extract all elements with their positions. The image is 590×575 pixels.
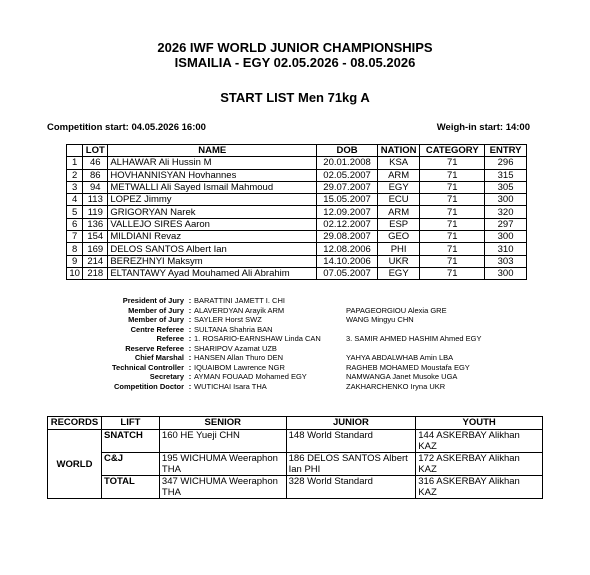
official-person: SAYLER Horst SWZ <box>194 315 262 324</box>
row-nation: ARM <box>377 206 420 218</box>
table-row <box>67 157 527 169</box>
row-name: ALHAWAR Ali Hussin M <box>108 157 317 169</box>
official-row-centre-referee <box>52 325 546 335</box>
official-separator: : <box>188 353 192 362</box>
table-row <box>48 430 543 453</box>
official-person-2: 3. SAMIR AHMED HASHIM Ahmed EGY <box>346 334 482 343</box>
record-junior: 328 World Standard <box>286 476 416 499</box>
header-category: CATEGORY <box>420 145 485 157</box>
row-nation: UKR <box>377 255 420 267</box>
row-number: 8 <box>67 243 83 255</box>
row-dob: 12.09.2007 <box>317 206 378 218</box>
official-row-reserve-referee <box>52 344 546 354</box>
row-name: HOVHANNISYAN Hovhannes <box>108 169 317 181</box>
row-dob: 02.05.2007 <box>317 169 378 181</box>
header-number <box>67 145 83 157</box>
table-row <box>67 169 527 181</box>
row-entry: 296 <box>485 157 527 169</box>
row-entry: 310 <box>485 243 527 255</box>
official-person-2: RAGHEB MOHAMED Moustafa EGY <box>346 362 470 372</box>
row-number: 10 <box>67 267 83 279</box>
official-person-2 <box>346 344 546 354</box>
row-dob: 07.05.2007 <box>317 267 378 279</box>
header-senior: SENIOR <box>159 417 286 430</box>
start-list-title: START LIST Men 71kg A <box>220 90 370 105</box>
official-person: BARATTINI JAMETT I. CHI <box>194 296 285 305</box>
record-group-world: WORLD <box>48 430 102 499</box>
row-lot: 119 <box>83 206 108 218</box>
official-person: HANSEN Allan Thuro DEN <box>194 353 284 362</box>
officials-list <box>52 296 546 391</box>
row-name: METWALLI Ali Sayed Ismail Mahmoud <box>108 181 317 193</box>
header-youth: YOUTH <box>416 417 543 430</box>
row-dob: 29.08.2007 <box>317 231 378 243</box>
table-row <box>67 206 527 218</box>
official-separator: : <box>188 362 192 372</box>
record-lift: TOTAL <box>101 476 159 499</box>
venue-dates: ISMAILIA - EGY 02.05.2026 - 08.05.2026 <box>174 55 416 70</box>
row-number: 1 <box>67 157 83 169</box>
table-row <box>67 194 527 206</box>
official-person-2: NAMWANGA Janet Musoke UGA <box>346 372 458 381</box>
row-dob: 02.12.2007 <box>317 218 378 230</box>
record-senior: 347 WICHUMA Weeraphon THA <box>159 476 286 499</box>
row-lot: 94 <box>83 181 108 193</box>
official-person-2 <box>346 296 546 306</box>
official-person-2 <box>346 325 546 335</box>
row-lot: 218 <box>83 267 108 279</box>
row-name: GRIGORYAN Narek <box>108 206 317 218</box>
row-name: DELOS SANTOS Albert Ian <box>108 243 317 255</box>
row-dob: 14.10.2006 <box>317 255 378 267</box>
official-person-2: PAPAGEORGIOU Alexia GRE <box>346 305 447 315</box>
row-name: VALLEJO SIRES Aaron <box>108 218 317 230</box>
row-lot: 46 <box>83 157 108 169</box>
official-role: Referee <box>156 334 184 343</box>
official-role: Member of Jury <box>128 305 184 315</box>
row-entry: 305 <box>485 181 527 193</box>
row-nation: KSA <box>377 157 420 169</box>
row-name: MILDIANI Revaz <box>108 231 317 243</box>
official-row-referee <box>52 334 546 344</box>
start-list-table <box>66 144 527 280</box>
record-youth: 316 ASKERBAY Alikhan KAZ <box>416 476 543 499</box>
header-name: NAME <box>108 145 317 157</box>
official-role: Centre Referee <box>130 324 184 334</box>
row-number: 7 <box>67 231 83 243</box>
official-person-2: YAHYA ABDALWHAB Amin LBA <box>346 353 454 362</box>
row-category: 71 <box>420 157 485 169</box>
row-name: LOPEZ Jimmy <box>108 194 317 206</box>
official-person: WUTICHAI Isara THA <box>194 381 267 391</box>
table-row <box>67 218 527 230</box>
record-junior: 186 DELOS SANTOS Albert Ian PHI <box>286 453 416 476</box>
row-number: 3 <box>67 181 83 193</box>
official-role: Competition Doctor <box>114 381 184 391</box>
header-nation: NATION <box>377 145 420 157</box>
header-entry: ENTRY <box>485 145 527 157</box>
record-junior: 148 World Standard <box>286 430 416 453</box>
table-row <box>67 231 527 243</box>
header-dob: DOB <box>317 145 378 157</box>
row-entry: 300 <box>485 231 527 243</box>
official-separator: : <box>188 343 192 353</box>
row-category: 71 <box>420 206 485 218</box>
row-category: 71 <box>420 243 485 255</box>
record-senior: 160 HE Yueji CHN <box>159 430 286 453</box>
row-category: 71 <box>420 181 485 193</box>
row-category: 71 <box>420 231 485 243</box>
official-separator: : <box>188 381 192 391</box>
official-person: 1. ROSARIO-EARNSHAW Linda CAN <box>194 334 321 343</box>
row-nation: GEO <box>377 231 420 243</box>
row-dob: 15.05.2007 <box>317 194 378 206</box>
official-role: Reserve Referee <box>125 343 184 353</box>
official-role: Technical Controller <box>112 362 184 372</box>
official-person: ALAVERDYAN Arayik ARM <box>194 305 285 315</box>
official-row-secretary <box>52 372 546 382</box>
header-lift: LIFT <box>101 417 159 430</box>
table-row <box>67 243 527 255</box>
official-person: SHARIPOV Azamat UZB <box>194 343 277 353</box>
records-header-row <box>48 417 543 430</box>
official-separator: : <box>188 305 192 315</box>
row-name: BEREZHNYI Maksym <box>108 255 317 267</box>
row-entry: 315 <box>485 169 527 181</box>
row-nation: PHI <box>377 243 420 255</box>
row-nation: ESP <box>377 218 420 230</box>
table-row <box>67 267 527 279</box>
row-category: 71 <box>420 267 485 279</box>
official-row-president-of-jury <box>52 296 546 306</box>
row-number: 4 <box>67 194 83 206</box>
championship-title: 2026 IWF WORLD JUNIOR CHAMPIONSHIPS <box>157 40 433 55</box>
official-person: AYMAN FOUAAD Mohamed EGY <box>194 372 307 381</box>
official-separator: : <box>188 296 192 305</box>
official-separator: : <box>188 372 192 381</box>
records-table <box>47 416 543 499</box>
official-row-member-of-jury <box>52 306 546 316</box>
header-lot: LOT <box>83 145 108 157</box>
official-separator: : <box>188 324 192 334</box>
table-row <box>48 476 543 499</box>
row-dob: 20.01.2008 <box>317 157 378 169</box>
official-separator: : <box>188 334 192 343</box>
row-nation: ARM <box>377 169 420 181</box>
record-lift: SNATCH <box>101 430 159 453</box>
start-list-header-row <box>67 145 527 157</box>
official-person-2: ZAKHARCHENKO Iryna UKR <box>346 381 446 391</box>
official-row-chief-marshal <box>52 353 546 363</box>
record-youth: 144 ASKERBAY Alikhan KAZ <box>416 430 543 453</box>
record-senior: 195 WICHUMA Weeraphon THA <box>159 453 286 476</box>
row-entry: 300 <box>485 194 527 206</box>
row-lot: 136 <box>83 218 108 230</box>
row-number: 2 <box>67 169 83 181</box>
table-row <box>67 181 527 193</box>
row-number: 5 <box>67 206 83 218</box>
row-entry: 320 <box>485 206 527 218</box>
row-category: 71 <box>420 255 485 267</box>
official-row-member-of-jury <box>52 315 546 325</box>
header-records: RECORDS <box>48 417 102 430</box>
table-row <box>48 453 543 476</box>
row-nation: ECU <box>377 194 420 206</box>
row-nation: EGY <box>377 267 420 279</box>
row-lot: 113 <box>83 194 108 206</box>
official-role: Member of Jury <box>128 315 184 324</box>
row-entry: 300 <box>485 267 527 279</box>
row-name: ELTANTAWY Ayad Mouhamed Ali Abrahim <box>108 267 317 279</box>
official-row-technical-controller <box>52 363 546 373</box>
row-dob: 12.08.2006 <box>317 243 378 255</box>
row-nation: EGY <box>377 181 420 193</box>
row-number: 9 <box>67 255 83 267</box>
row-entry: 303 <box>485 255 527 267</box>
official-role: Secretary <box>149 372 184 381</box>
row-category: 71 <box>420 169 485 181</box>
row-lot: 154 <box>83 231 108 243</box>
row-lot: 214 <box>83 255 108 267</box>
official-separator: : <box>188 315 192 324</box>
row-lot: 169 <box>83 243 108 255</box>
record-lift: C&J <box>101 453 159 476</box>
header-junior: JUNIOR <box>286 417 416 430</box>
row-entry: 297 <box>485 218 527 230</box>
row-dob: 29.07.2007 <box>317 181 378 193</box>
row-number: 6 <box>67 218 83 230</box>
official-person: SULTANA Shahria BAN <box>194 324 273 334</box>
table-row <box>67 255 527 267</box>
row-lot: 86 <box>83 169 108 181</box>
official-person-2: WANG Mingyu CHN <box>346 315 414 324</box>
competition-start: Competition start: 04.05.2026 16:00 <box>47 122 206 133</box>
weighin-start: Weigh-in start: 14:00 <box>436 122 530 133</box>
official-role: President of Jury <box>122 296 184 305</box>
row-category: 71 <box>420 194 485 206</box>
official-person: IQUAIBOM Lawrence NGR <box>194 362 285 372</box>
official-role: Chief Marshal <box>134 353 184 362</box>
record-youth: 172 ASKERBAY Alikhan KAZ <box>416 453 543 476</box>
official-row-competition-doctor <box>52 382 546 392</box>
row-category: 71 <box>420 218 485 230</box>
